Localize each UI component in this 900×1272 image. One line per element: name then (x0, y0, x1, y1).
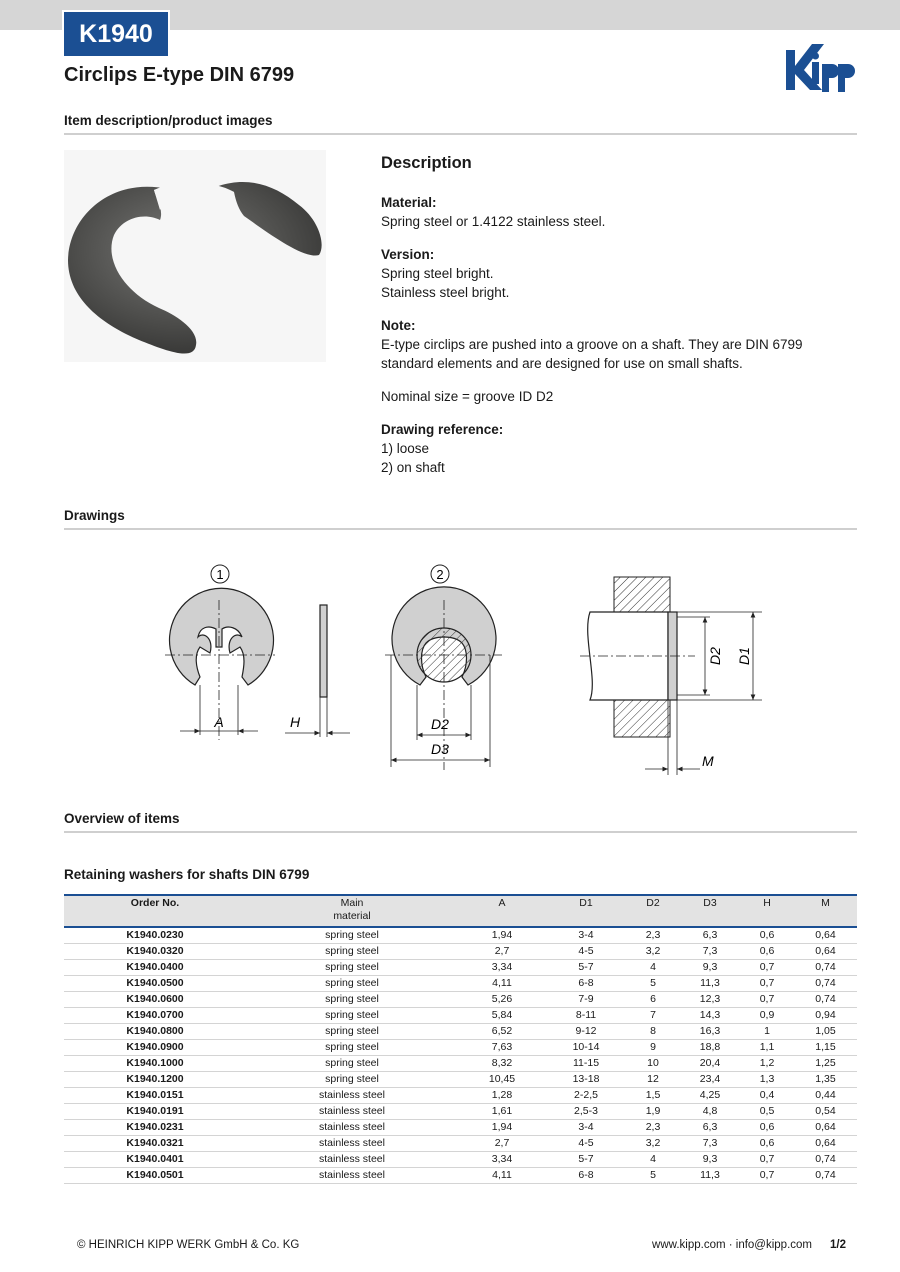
cell-d3: 11,3 (680, 976, 740, 992)
material-text: Spring steel or 1.4122 stainless steel. (381, 214, 606, 229)
cell-d1: 4-5 (546, 944, 626, 960)
cell-d3: 7,3 (680, 1136, 740, 1152)
cell-h: 0,6 (740, 944, 794, 960)
footer-copyright: © HEINRICH KIPP WERK GmbH & Co. KG (77, 1239, 300, 1251)
items-table (64, 894, 857, 1184)
section-overview: Overview of items (64, 811, 857, 833)
cell-d2: 8 (626, 1024, 680, 1040)
cell-material: spring steel (246, 1056, 458, 1072)
cell-d2: 1,5 (626, 1088, 680, 1104)
cell-order-no: K1940.0321 (64, 1136, 246, 1152)
table-row (64, 976, 857, 992)
table-row (64, 992, 857, 1008)
cell-order-no: K1940.0401 (64, 1152, 246, 1168)
cell-d3: 4,25 (680, 1088, 740, 1104)
cell-d1: 7-9 (546, 992, 626, 1008)
cell-m: 0,64 (794, 1136, 857, 1152)
cell-material: spring steel (246, 944, 458, 960)
dim-label-d2-section: D2 (707, 647, 723, 665)
cell-h: 0,7 (740, 960, 794, 976)
cell-order-no: K1940.0700 (64, 1008, 246, 1024)
drawing-reference-label: Drawing reference: (381, 422, 504, 437)
cell-d3: 14,3 (680, 1008, 740, 1024)
cell-d1: 5-7 (546, 1152, 626, 1168)
cell-d3: 16,3 (680, 1024, 740, 1040)
cell-order-no: K1940.0320 (64, 944, 246, 960)
header-h: H (740, 895, 794, 927)
cell-h: 0,4 (740, 1088, 794, 1104)
cell-d1: 2,5-3 (546, 1104, 626, 1120)
cell-d3: 7,3 (680, 944, 740, 960)
cell-d1: 10-14 (546, 1040, 626, 1056)
footer-contact (652, 1239, 846, 1251)
header-order-no: Order No. (64, 895, 246, 927)
cell-d3: 18,8 (680, 1040, 740, 1056)
cell-h: 0,6 (740, 1136, 794, 1152)
cell-h: 0,7 (740, 976, 794, 992)
cell-m: 1,15 (794, 1040, 857, 1056)
cell-order-no: K1940.0231 (64, 1120, 246, 1136)
cell-a: 4,11 (458, 976, 546, 992)
header-d2: D2 (626, 895, 680, 927)
cell-material: stainless steel (246, 1136, 458, 1152)
cell-order-no: K1940.0400 (64, 960, 246, 976)
table-row (64, 1120, 857, 1136)
cell-h: 0,7 (740, 992, 794, 1008)
cell-d2: 2,3 (626, 1120, 680, 1136)
table-row (64, 1104, 857, 1120)
section-item-description: Item description/product images (64, 113, 857, 135)
cell-material: spring steel (246, 960, 458, 976)
header-a: A (458, 895, 546, 927)
cell-d3: 12,3 (680, 992, 740, 1008)
cell-d2: 12 (626, 1072, 680, 1088)
cell-d2: 4 (626, 960, 680, 976)
technical-drawings (150, 555, 790, 795)
cell-a: 1,94 (458, 927, 546, 944)
cell-d3: 6,3 (680, 927, 740, 944)
cell-d1: 2-2,5 (546, 1088, 626, 1104)
page-number: 1/2 (830, 1239, 846, 1251)
housing-top (614, 577, 670, 612)
drawing-reference-block (381, 420, 857, 477)
material-block (381, 193, 857, 231)
ref-label-1: 1 (216, 567, 224, 582)
cell-m: 1,35 (794, 1072, 857, 1088)
cell-h: 0,5 (740, 1104, 794, 1120)
table-row (64, 1024, 857, 1040)
cell-a: 6,52 (458, 1024, 546, 1040)
cell-h: 1,3 (740, 1072, 794, 1088)
cell-a: 5,84 (458, 1008, 546, 1024)
cell-a: 1,28 (458, 1088, 546, 1104)
note-block (381, 316, 857, 373)
cell-material: spring steel (246, 976, 458, 992)
cell-d2: 5 (626, 976, 680, 992)
cell-h: 0,9 (740, 1008, 794, 1024)
cell-d2: 4 (626, 1152, 680, 1168)
drawing-reference-2: 2) on shaft (381, 460, 445, 475)
cell-d2: 3,2 (626, 944, 680, 960)
cell-a: 2,7 (458, 1136, 546, 1152)
table-header-row (64, 895, 857, 927)
table-row (64, 1136, 857, 1152)
cell-order-no: K1940.0900 (64, 1040, 246, 1056)
header-m: M (794, 895, 857, 927)
cell-a: 10,45 (458, 1072, 546, 1088)
dim-label-d2: D2 (431, 716, 449, 732)
cell-material: stainless steel (246, 1152, 458, 1168)
cell-a: 4,11 (458, 1168, 546, 1184)
cell-a: 7,63 (458, 1040, 546, 1056)
cell-m: 1,25 (794, 1056, 857, 1072)
cell-material: spring steel (246, 1008, 458, 1024)
cell-d3: 9,3 (680, 1152, 740, 1168)
dim-label-m: M (702, 753, 714, 769)
cell-d2: 7 (626, 1008, 680, 1024)
table-row (64, 1088, 857, 1104)
header-main-material: Main material (246, 895, 458, 927)
cell-d1: 3-4 (546, 1120, 626, 1136)
cell-order-no: K1940.0151 (64, 1088, 246, 1104)
cell-material: stainless steel (246, 1120, 458, 1136)
footer-contact-text: www.kipp.com · info@kipp.com (652, 1239, 812, 1251)
cell-material: spring steel (246, 927, 458, 944)
cell-d2: 5 (626, 1168, 680, 1184)
cell-m: 0,44 (794, 1088, 857, 1104)
cell-d2: 10 (626, 1056, 680, 1072)
cell-d1: 6-8 (546, 976, 626, 992)
cell-material: spring steel (246, 1072, 458, 1088)
table-row (64, 1056, 857, 1072)
product-code-badge: K1940 (64, 12, 168, 56)
cell-order-no: K1940.0230 (64, 927, 246, 944)
housing-bottom (614, 700, 670, 737)
cell-order-no: K1940.1000 (64, 1056, 246, 1072)
cell-order-no: K1940.0800 (64, 1024, 246, 1040)
table-row (64, 927, 857, 944)
cell-d2: 9 (626, 1040, 680, 1056)
cell-m: 1,05 (794, 1024, 857, 1040)
version-line-2: Stainless steel bright. (381, 285, 510, 300)
cell-a: 2,7 (458, 944, 546, 960)
cell-m: 0,74 (794, 992, 857, 1008)
cell-h: 0,7 (740, 1168, 794, 1184)
circlip-loose-outline (170, 588, 274, 685)
cell-d1: 4-5 (546, 1136, 626, 1152)
table-row (64, 944, 857, 960)
cell-d3: 4,8 (680, 1104, 740, 1120)
table-row (64, 1040, 857, 1056)
circlip-product-image (64, 150, 326, 362)
table-row (64, 1008, 857, 1024)
cell-d3: 9,3 (680, 960, 740, 976)
cell-h: 0,6 (740, 927, 794, 944)
table-row (64, 960, 857, 976)
description-block (381, 154, 857, 491)
cell-d3: 23,4 (680, 1072, 740, 1088)
cell-m: 0,74 (794, 1168, 857, 1184)
cell-d1: 13-18 (546, 1072, 626, 1088)
cell-order-no: K1940.1200 (64, 1072, 246, 1088)
cell-m: 0,74 (794, 960, 857, 976)
cell-a: 3,34 (458, 1152, 546, 1168)
cell-h: 0,6 (740, 1120, 794, 1136)
cell-d1: 11-15 (546, 1056, 626, 1072)
nominal-text: Nominal size = groove ID D2 (381, 389, 554, 404)
cell-material: stainless steel (246, 1168, 458, 1184)
material-label: Material: (381, 195, 437, 210)
cell-d3: 20,4 (680, 1056, 740, 1072)
cell-h: 1,1 (740, 1040, 794, 1056)
cell-m: 0,64 (794, 927, 857, 944)
cell-d1: 5-7 (546, 960, 626, 976)
dim-label-d3: D3 (431, 741, 449, 757)
note-text: E-type circlips are pushed into a groove on a shaft. They are DIN 6799 standard elements and are designed for use on small shafts. (381, 337, 803, 371)
version-label: Version: (381, 247, 435, 262)
circlip-side-view (320, 605, 327, 697)
cell-a: 1,94 (458, 1120, 546, 1136)
cell-a: 1,61 (458, 1104, 546, 1120)
cell-m: 0,74 (794, 1152, 857, 1168)
cell-material: stainless steel (246, 1104, 458, 1120)
dim-label-d1: D1 (736, 647, 752, 665)
cell-m: 0,64 (794, 1120, 857, 1136)
cell-order-no: K1940.0501 (64, 1168, 246, 1184)
cell-a: 3,34 (458, 960, 546, 976)
cell-d1: 3-4 (546, 927, 626, 944)
cell-m: 0,74 (794, 976, 857, 992)
section-drawings: Drawings (64, 508, 857, 530)
drawing-reference-1: 1) loose (381, 441, 430, 456)
cell-a: 5,26 (458, 992, 546, 1008)
cell-d2: 3,2 (626, 1136, 680, 1152)
description-heading: Description (381, 154, 472, 172)
cell-d2: 1,9 (626, 1104, 680, 1120)
cell-a: 8,32 (458, 1056, 546, 1072)
note-label: Note: (381, 318, 416, 333)
cell-d3: 11,3 (680, 1168, 740, 1184)
table-row (64, 1072, 857, 1088)
page-title: Circlips E-type DIN 6799 (64, 64, 295, 86)
dim-label-h: H (289, 714, 301, 730)
cell-m: 0,64 (794, 944, 857, 960)
cell-m: 0,94 (794, 1008, 857, 1024)
cell-m: 0,54 (794, 1104, 857, 1120)
cell-order-no: K1940.0191 (64, 1104, 246, 1120)
cell-d1: 8-11 (546, 1008, 626, 1024)
table-caption: Retaining washers for shafts DIN 6799 (64, 867, 310, 882)
cell-h: 0,7 (740, 1152, 794, 1168)
header-d1: D1 (546, 895, 626, 927)
cell-material: spring steel (246, 992, 458, 1008)
cell-material: spring steel (246, 1024, 458, 1040)
cell-order-no: K1940.0500 (64, 976, 246, 992)
table-row (64, 1152, 857, 1168)
cell-material: spring steel (246, 1040, 458, 1056)
cell-d1: 9-12 (546, 1024, 626, 1040)
cell-d2: 6 (626, 992, 680, 1008)
version-line-1: Spring steel bright. (381, 266, 494, 281)
header-d3: D3 (680, 895, 740, 927)
table-row (64, 1168, 857, 1184)
cell-material: stainless steel (246, 1088, 458, 1104)
cell-h: 1,2 (740, 1056, 794, 1072)
version-block (381, 245, 857, 302)
dim-label-a: A (214, 714, 224, 730)
cell-h: 1 (740, 1024, 794, 1040)
cell-d3: 6,3 (680, 1120, 740, 1136)
kipp-logo (782, 36, 860, 94)
ref-label-2: 2 (436, 567, 444, 582)
cell-order-no: K1940.0600 (64, 992, 246, 1008)
cell-d2: 2,3 (626, 927, 680, 944)
cell-d1: 6-8 (546, 1168, 626, 1184)
